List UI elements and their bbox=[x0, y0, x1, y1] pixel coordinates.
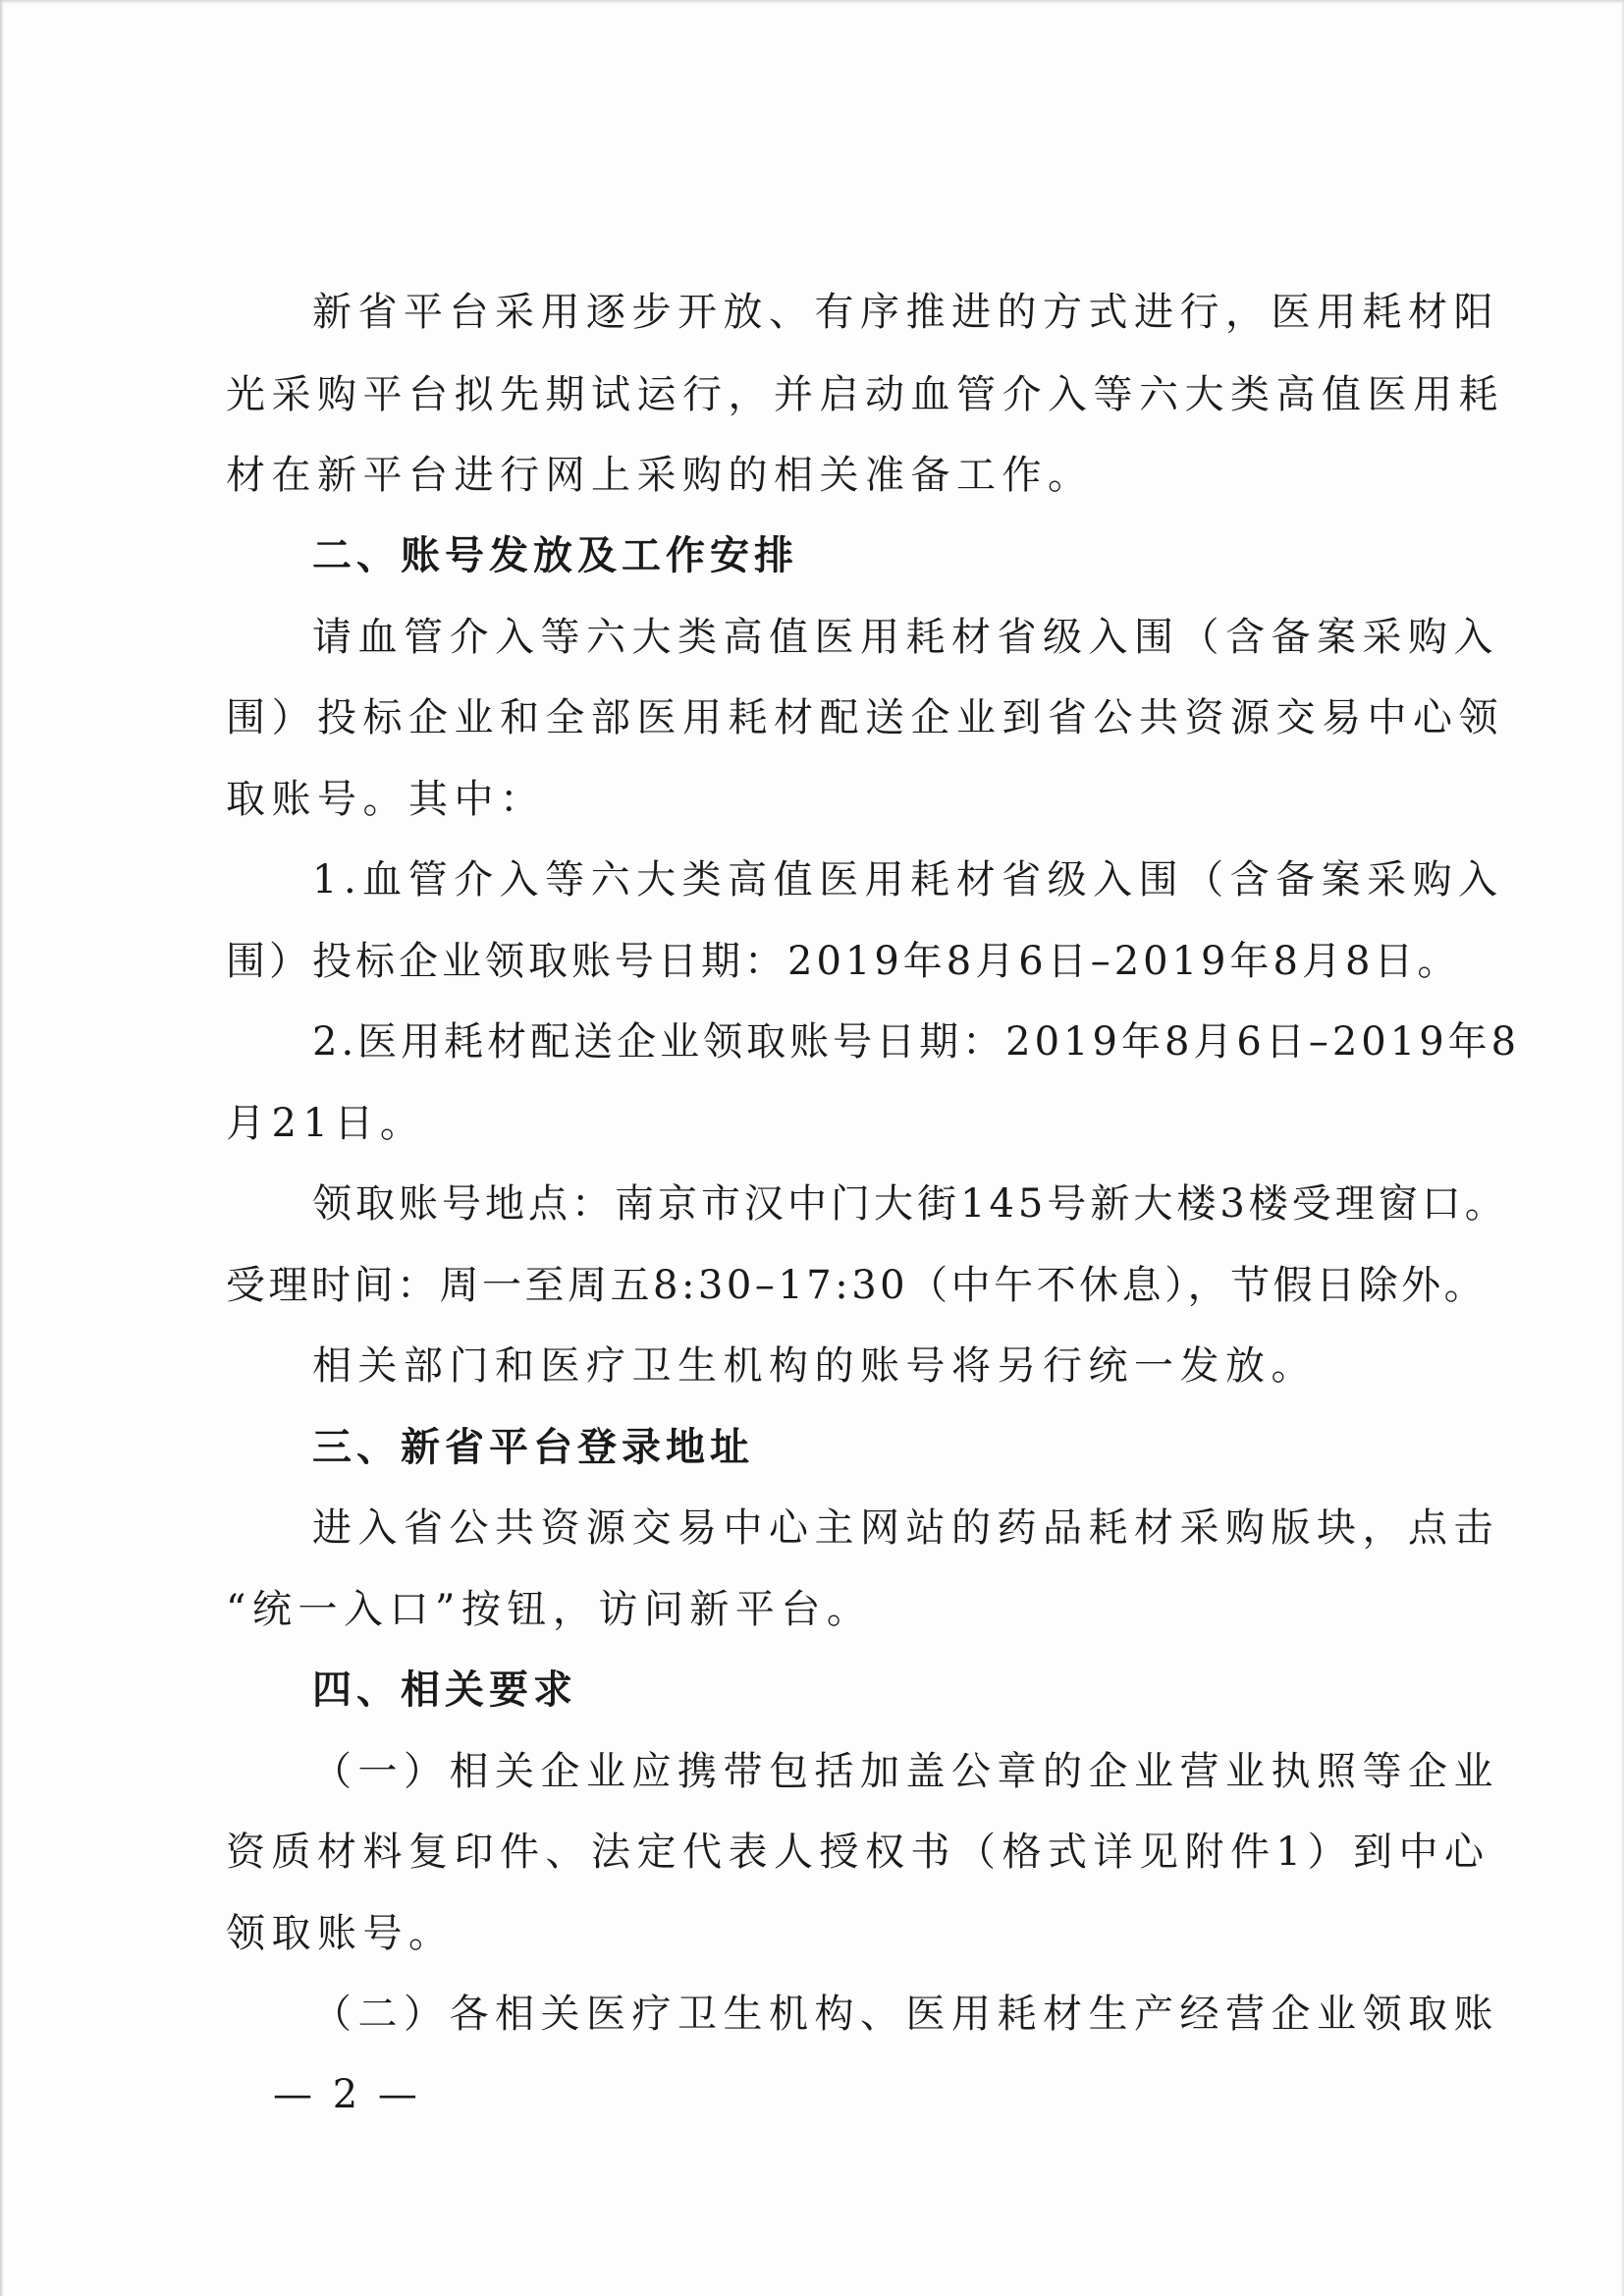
paragraph-line: （一）相关企业应携带包括加盖公章的企业营业执照等企业 bbox=[312, 1749, 1499, 1794]
paragraph-line: 进入省公共资源交易中心主网站的药品耗材采购版块，点击 bbox=[312, 1505, 1499, 1551]
paragraph-line: 请血管介入等六大类高值医用耗材省级入围（含备案采购入 bbox=[312, 615, 1499, 660]
paragraph-line: （二）各相关医疗卫生机构、医用耗材生产经营企业领取账 bbox=[312, 1992, 1499, 2037]
paragraph-line: 取账号。其中： bbox=[226, 777, 546, 822]
paragraph-line: “统一入口”按钮，访问新平台。 bbox=[226, 1587, 873, 1632]
paragraph-line: 围）投标企业领取账号日期：2019年8月6日–2019年8月8日。 bbox=[226, 939, 1461, 984]
paragraph-line: 围）投标企业和全部医用耗材配送企业到省公共资源交易中心领 bbox=[226, 695, 1504, 740]
paragraph-line: 领取账号。 bbox=[226, 1911, 455, 1956]
paragraph-line: 2.医用耗材配送企业领取账号日期：2019年8月6日–2019年8 bbox=[312, 1019, 1521, 1065]
paragraph-line: 1.血管介入等六大类高值医用耗材省级入围（含备案采购入 bbox=[312, 857, 1504, 902]
paragraph-line: 材在新平台进行网上采购的相关准备工作。 bbox=[226, 453, 1094, 498]
paragraph-line: 月21日。 bbox=[226, 1101, 426, 1146]
paragraph-line: 新省平台采用逐步开放、有序推进的方式进行，医用耗材阳 bbox=[312, 290, 1499, 335]
paragraph-line: 光采购平台拟先期试运行，并启动血管介入等六大类高值医用耗 bbox=[226, 372, 1504, 417]
paragraph-line: 领取账号地点：南京市汉中门大街145号新大楼3楼受理窗口。 bbox=[312, 1181, 1508, 1227]
scan-edge-top bbox=[0, 0, 1624, 4]
section-heading-2: 二、账号发放及工作安排 bbox=[312, 533, 798, 578]
paragraph-line: 受理时间：周一至周五8:30–17:30（中午不休息），节假日除外。 bbox=[226, 1263, 1488, 1308]
paragraph-line: 相关部门和医疗卫生机构的账号将另行统一发放。 bbox=[312, 1343, 1317, 1389]
section-heading-3: 三、新省平台登录地址 bbox=[312, 1425, 754, 1470]
section-heading-4: 四、相关要求 bbox=[312, 1667, 577, 1713]
page-number: — 2 — bbox=[273, 2072, 421, 2117]
scan-edge-left bbox=[0, 0, 4, 2296]
paragraph-line: 资质材料复印件、法定代表人授权书（格式详见附件1）到中心 bbox=[226, 1830, 1490, 1875]
